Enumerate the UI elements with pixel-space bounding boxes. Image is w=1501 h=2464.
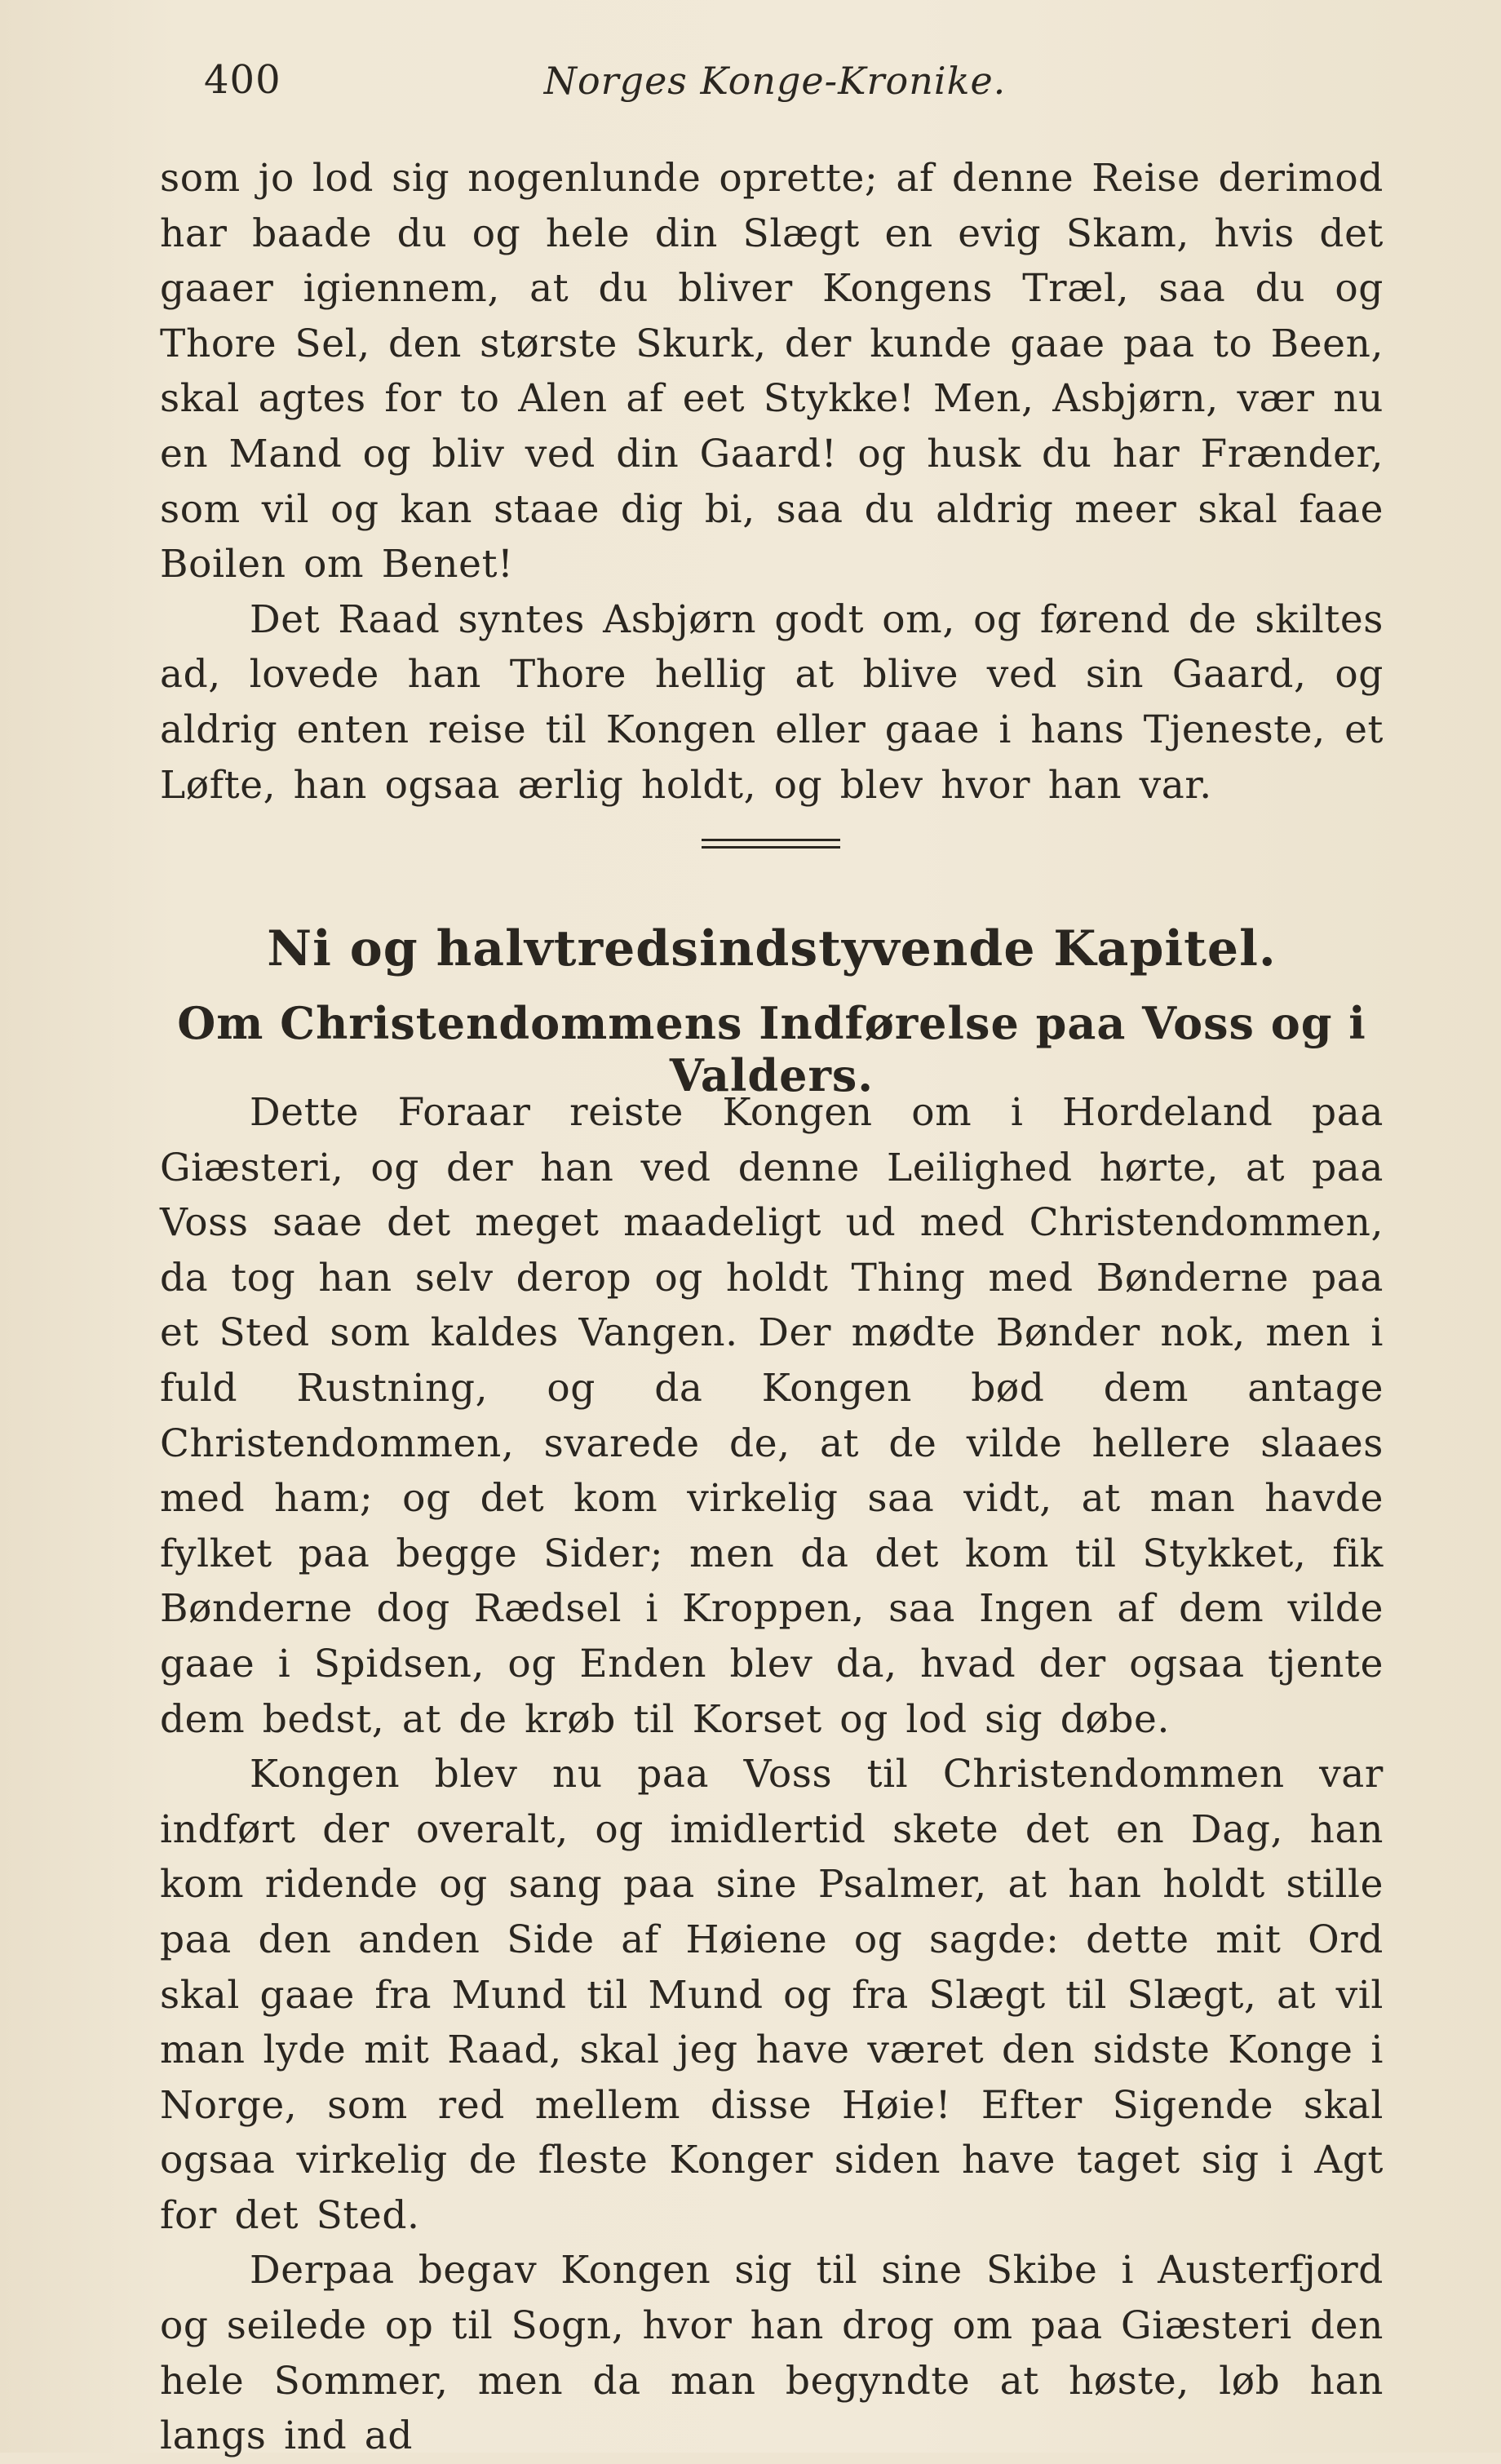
page-header bbox=[163, 57, 1387, 114]
chapter-title: Ni og halvtredsindstyvende Kapitel. bbox=[267, 920, 1277, 977]
paragraph: Det Raad syntes Asbjørn godt om, og førend de skiltes ad, lovede han Thore hellig at blive ved sin Gaard, og aldrig enten reise til Kongen eller gaae i hans Tjeneste, et Løfte, han ogsaa ærlig holdt, og blev hvor han var. bbox=[160, 596, 1384, 808]
paragraph: Dette Foraar reiste Kongen om i Hordeland paa Giæsteri, og der han ved denne Leilighed hørte, at paa Voss saae det meget maadeligt ud med Christendommen, da tog han selv derop og holdt Thing med Bønderne paa et Sted som kaldes Vangen. Der mødte Bønder nok, men i fuld Rustning, og da Kongen bød dem antage Christendommen, svarede de, at de vilde hellere slaaes med ham; og det kom virkelig saa vidt, at man havde fylket paa begge Sider; men da det kom til Stykket, fik Bønderne dog Rædsel i Kroppen, saa Ingen af dem vilde gaae i Spidsen, og Enden blev da, hvad der ogsaa tjente dem bedst, at de krøb til Korset og lod sig døbe. bbox=[160, 1090, 1384, 1742]
paragraph: Derpaa begav Kongen sig til sine Skibe i Austerfjord og seilede op til Sogn, hvor han drog om paa Giæsteri den hele Sommer, men da man begyndte at høste, løb han langs ind ad bbox=[160, 2248, 1384, 2459]
section-chapter-body bbox=[160, 1085, 1384, 2464]
paragraph: som jo lod sig nogenlunde oprette; af denne Reise derimod har baade du og hele din Slægt en evig Skam, hvis det gaaer igiennem, at du bliver Kongens Træl, saa du og Thore Sel, den største Skurk, der kunde gaae paa to Been, skal agtes for to Alen af eet Stykke! Men, Asbjørn, vær nu en Mand og bliv ved din Gaard! og husk du har Frænder, som vil og kan staae dig bi, saa du aldrig meer skal faae Boilen om Benet! bbox=[160, 156, 1384, 587]
paragraph: Kongen blev nu paa Voss til Christendommen var indført der overalt, og imidlertid skete det en Dag, han kom ridende og sang paa sine Psalmer, at han holdt stille paa den anden Side af Høiene og sagde: dette mit Ord skal gaae fra Mund til Mund og fra Slægt til Slægt, at vil man lyde mit Raad, skal jeg have været den sidste Konge i Norge, som red mellem disse Høie! Efter Sigende skal ogsaa virkelig de fleste Konger siden have taget sig i Agt for det Sted. bbox=[160, 1752, 1384, 2238]
section-previous-chapter-end bbox=[160, 151, 1384, 813]
section-divider bbox=[702, 839, 840, 853]
page-number: 400 bbox=[204, 57, 281, 103]
running-title: Norges Konge-Kronike. bbox=[543, 59, 1007, 103]
chapter-subtitle: Om Christendommens Indførelse paa Voss og i Valders. bbox=[177, 997, 1366, 1101]
